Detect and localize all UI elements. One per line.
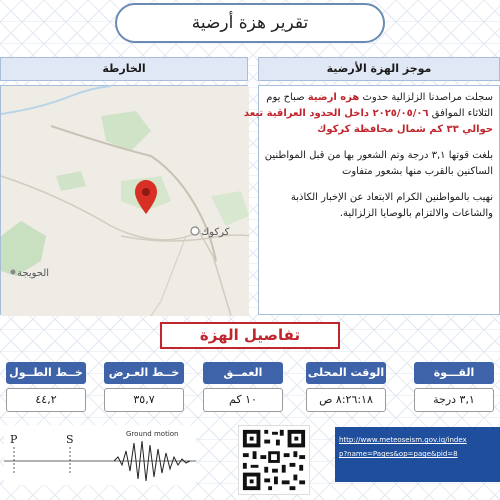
summary-text: نهيب بالمواطنين الكرام الابتعاد عن الإخبار الكاذبة [290,192,493,203]
magnitude-value: ٣,١ درجة [414,388,494,412]
summary-paragraph-3 [263,190,493,222]
city-marker-huwija [11,270,16,275]
summary-text: سجلت مراصدنا الزلزالية حدوث [359,92,493,103]
qr-code-icon[interactable] [238,425,310,495]
ground-motion-label: Ground motion [126,430,179,438]
summary-paragraph-2 [263,148,493,180]
longitude-value: ٤٤,٢ [6,388,86,412]
summary-paragraph-1 [243,90,493,138]
summary-date-location: ٢٠٢٥/٠٥/٠٦ داخل الحدود العراقية تبعد [243,108,429,119]
summary-header: موجز الهزة الأرضية [258,57,500,81]
longitude-header: خــط الطــول [6,362,86,384]
map-panel[interactable] [0,85,248,315]
link-line-1[interactable]: http://www.meteoseism.gov.iq/index [339,436,467,444]
map-label-kirkuk: كركوك [201,227,230,238]
footer-strip [0,425,500,500]
summary-text: بلغت قوتها ٣,١ درجة وتم الشعور بها من قبل المواطنين [264,150,493,161]
summary-distance: حوالي ٣٣ كم شمال محافظة كركوك [317,124,493,135]
local-time-header: الوقت المحلى [306,362,386,384]
summary-text: الساكنين بالقرب منها بشعور متفاوت [341,166,493,177]
latitude-header: خــط العـرض [104,362,184,384]
s-wave-label: S [66,433,74,446]
details-title: تفاصيل الهزة [160,322,340,349]
link-line-2[interactable]: p?name=Pages&op=page&pid=8 [339,450,458,458]
summary-text: الثلاثاء الموافق [428,108,493,119]
map-header: الخارطة [0,57,248,81]
magnitude-header: القـــوة [414,362,494,384]
map-image [1,86,249,316]
seismogram-graphic [4,425,196,485]
summary-highlight: هزه ارضية [307,92,360,103]
summary-panel [243,85,500,315]
latitude-value: ٣٥,٧ [104,388,184,412]
map-label-huwija: الحويجة [17,268,50,279]
seismogram-waveform-icon [4,437,196,485]
p-wave-label: P [10,433,18,446]
website-link[interactable] [335,427,500,482]
local-time-value: ٨:٢٦:١٨ ص [306,388,386,412]
summary-text: والشاعات والالتزام بالوصايا الزلزالية. [339,208,493,219]
report-title: تقرير هزة أرضية [115,3,385,43]
depth-header: العمــق [203,362,283,384]
city-marker-kirkuk [191,227,199,235]
summary-text: صباح يوم [266,92,308,103]
depth-value: ١٠ كم [203,388,283,412]
